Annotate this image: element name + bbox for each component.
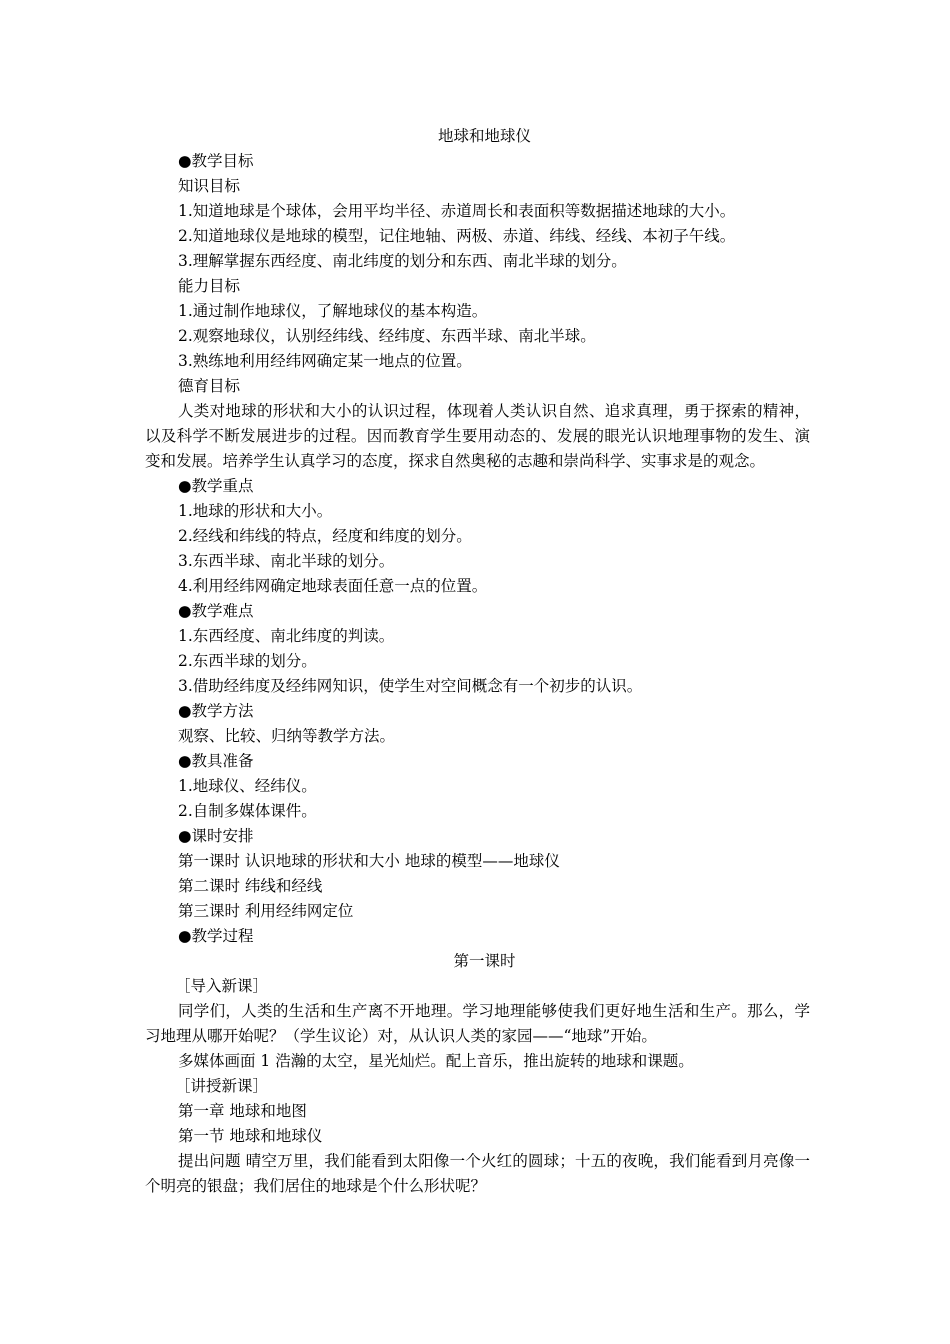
knowledge-item-2: 2.知道地球仪是地球的模型，记住地轴、两极、赤道、纬线、经线、本初子午线。 bbox=[178, 227, 736, 245]
intro-heading: ［导入新课］ bbox=[175, 977, 269, 995]
heading-key-points: ●教学重点 bbox=[178, 477, 254, 495]
key-item-3: 3.东西半球、南北半球的划分。 bbox=[178, 552, 395, 570]
heading-teaching-tools: ●教具准备 bbox=[178, 752, 254, 770]
tools-item-2: 2.自制多媒体课件。 bbox=[178, 802, 317, 820]
difficulty-item-3: 3.借助经纬度及经纬网知识，使学生对空间概念有一个初步的认识。 bbox=[178, 677, 643, 695]
ability-item-1: 1.通过制作地球仪，了解地球仪的基本构造。 bbox=[178, 302, 488, 320]
media-scene-1: 多媒体画面 1 浩瀚的太空，星光灿烂。配上音乐，推出旋转的地球和课题。 bbox=[178, 1052, 694, 1070]
chapter-title: 第一章 地球和地图 bbox=[178, 1102, 307, 1120]
teach-heading: ［讲授新课］ bbox=[175, 1077, 269, 1095]
ability-item-2: 2.观察地球仪，认别经纬线、经纬度、东西半球、南北半球。 bbox=[178, 327, 596, 345]
heading-teaching-process: ●教学过程 bbox=[178, 927, 254, 945]
teaching-method-text: 观察、比较、归纳等教学方法。 bbox=[178, 727, 396, 745]
moral-paragraph: 人类对地球的形状和大小的认识过程，体现着人类认识自然、追求真理，勇于探索的精神，以及科学不断发展进步的过程。因而教育学生要用动态的、发展的眼光认识地理事物的发生、演变和发展。培养学生认真学习的态度，探求自然奥秘的志趣和崇尚科学、实事求是的观念。 bbox=[145, 402, 810, 470]
heading-schedule: ●课时安排 bbox=[178, 827, 254, 845]
schedule-item-2: 第二课时 纬线和经线 bbox=[178, 877, 323, 895]
ability-item-3: 3.熟练地利用经纬网确定某一地点的位置。 bbox=[178, 352, 472, 370]
tools-item-1: 1.地球仪、经纬仪。 bbox=[178, 777, 317, 795]
knowledge-item-3: 3.理解掌握东西经度、南北纬度的划分和东西、南北半球的划分。 bbox=[178, 252, 627, 270]
heading-teaching-goals: ●教学目标 bbox=[178, 152, 254, 170]
subheading-moral-goals: 德育目标 bbox=[178, 377, 241, 395]
key-item-1: 1.地球的形状和大小。 bbox=[178, 502, 333, 520]
heading-difficulties: ●教学难点 bbox=[178, 602, 254, 620]
key-item-2: 2.经线和纬线的特点，经度和纬度的划分。 bbox=[178, 527, 472, 545]
schedule-item-1: 第一课时 认识地球的形状和大小 地球的模型——地球仪 bbox=[178, 852, 560, 870]
document-page bbox=[145, 124, 810, 1199]
key-item-4: 4.利用经纬网确定地球表面任意一点的位置。 bbox=[178, 577, 488, 595]
section-title: 第一节 地球和地球仪 bbox=[178, 1127, 323, 1145]
subheading-ability-goals: 能力目标 bbox=[178, 277, 241, 295]
subheading-knowledge-goals: 知识目标 bbox=[178, 177, 241, 195]
knowledge-item-1: 1.知道地球是个球体，会用平均半径、赤道周长和表面积等数据描述地球的大小。 bbox=[178, 202, 736, 220]
difficulty-item-1: 1.东西经度、南北纬度的判读。 bbox=[178, 627, 395, 645]
difficulty-item-2: 2.东西半球的划分。 bbox=[178, 652, 317, 670]
heading-teaching-method: ●教学方法 bbox=[178, 702, 254, 720]
schedule-item-3: 第三课时 利用经纬网定位 bbox=[178, 902, 354, 920]
lesson-1-title: 第一课时 bbox=[453, 952, 516, 970]
question-paragraph: 提出问题 晴空万里，我们能看到太阳像一个火红的圆球；十五的夜晚，我们能看到月亮像一个明亮的银盘；我们居住的地球是个什么形状呢？ bbox=[145, 1152, 810, 1195]
document-title: 地球和地球仪 bbox=[437, 127, 531, 145]
intro-paragraph: 同学们，人类的生活和生产离不开地理。学习地理能够使我们更好地生活和生产。那么，学习地理从哪开始呢？（学生议论）对，从认识人类的家园——“地球”开始。 bbox=[145, 1002, 810, 1045]
